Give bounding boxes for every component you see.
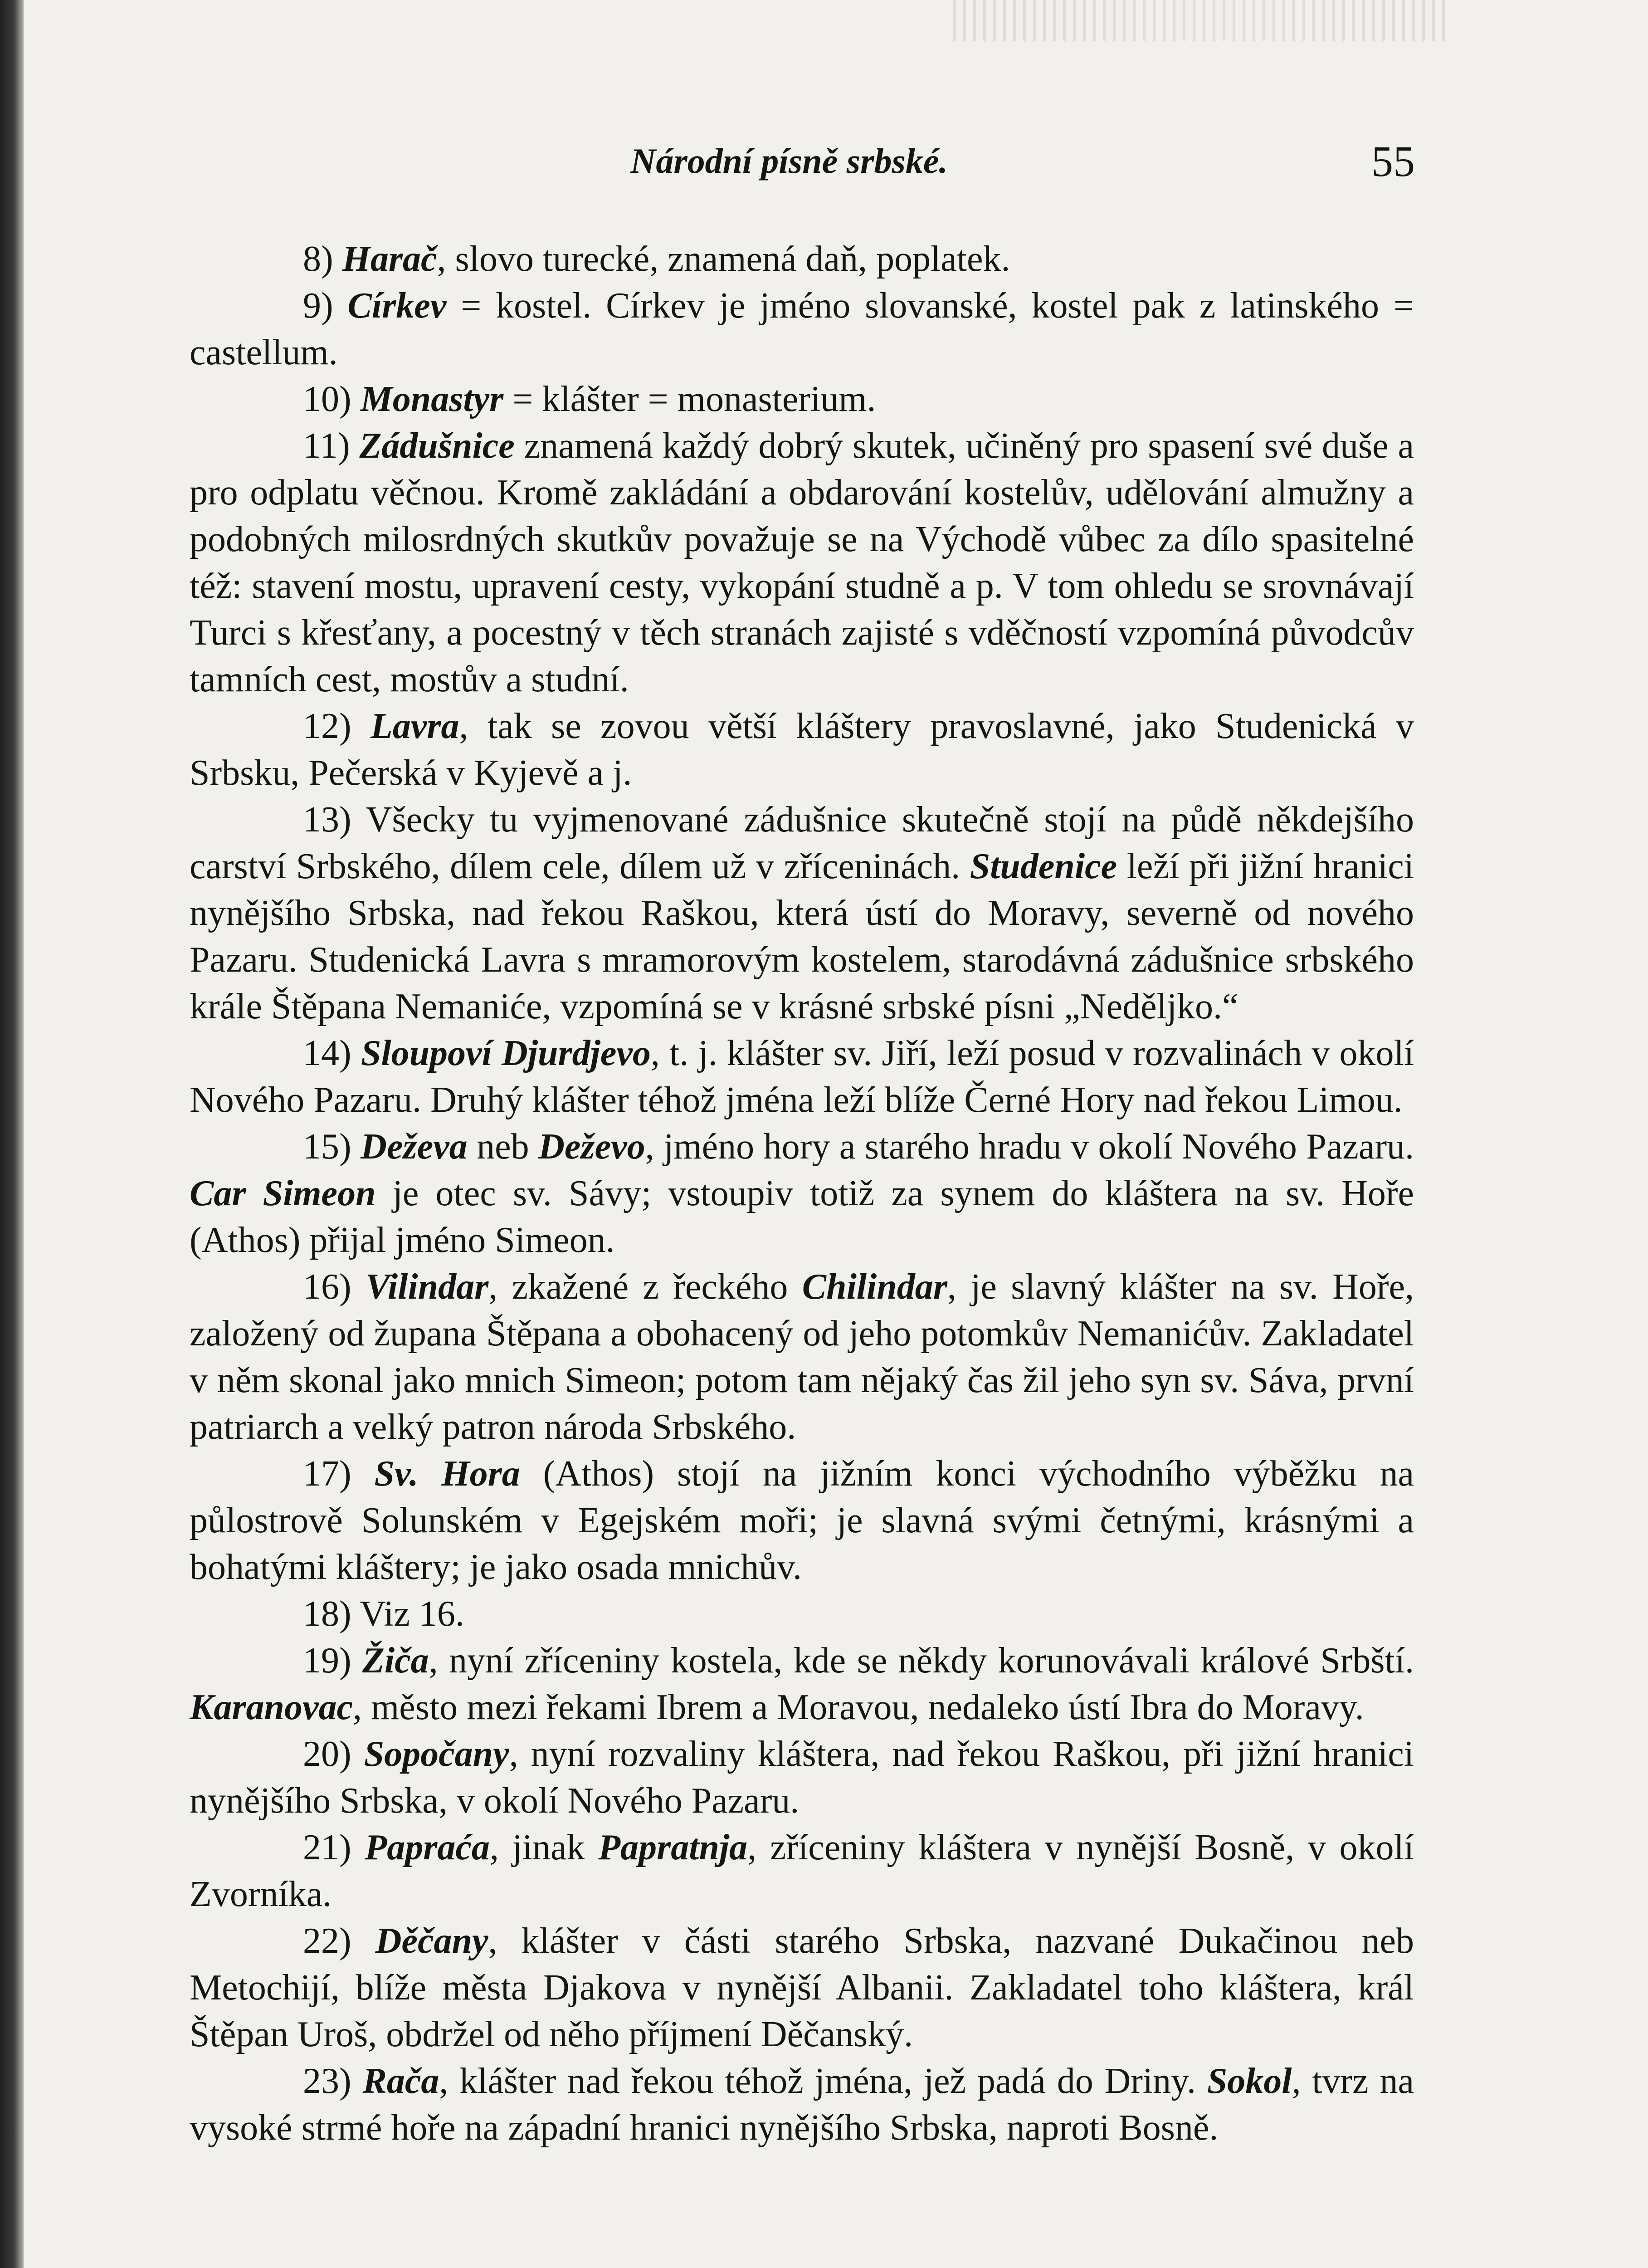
running-title: Národní písně srbské.	[630, 141, 948, 181]
note-term: Harač	[342, 239, 437, 279]
note-paragraph	[190, 1591, 1414, 1637]
note-number: 23)	[303, 2061, 351, 2101]
note-text: , město mezi řekami Ibrem a Moravou, nedaleko ústí Ibra do Moravy.	[353, 1687, 1364, 1727]
note-number: 16)	[303, 1267, 351, 1307]
note-text: Všecky tu vyjmenované zádušnice skutečně stojí na půdě někdejšího carství Srbského, dílem cele, dílem už v zříceninách.	[190, 800, 1414, 886]
note-term: Rača	[362, 2061, 439, 2101]
note-text: , jméno hory a starého hradu v okolí Nového Pazaru.	[645, 1127, 1414, 1167]
note-term: Karanovac	[190, 1687, 353, 1727]
note-number: 17)	[303, 1454, 351, 1494]
note-paragraph	[190, 2058, 1414, 2151]
note-paragraph	[190, 1451, 1414, 1591]
note-text: znamená každý dobrý skutek, učiněný pro spasení své duše a pro odplatu věčnou. Kromě zakládání a obdarování kostelův, udělování almužny a podobných milosrdných skutkův považuje se na Východě vůbec za dílo spasitelné též: stavení mostu, upravení cesty, vykopání studně a p. V tom ohledu se srovnávají Turci s křesťany, a pocestný v těch stranách zajisté s vděčností vzpomíná původcův tamních cest, mostův a studní.	[190, 426, 1414, 699]
note-paragraph	[190, 236, 1414, 283]
book-spine-shadow	[0, 0, 27, 2268]
note-paragraph	[190, 797, 1414, 1030]
note-term: Vilindar	[365, 1267, 489, 1307]
note-term: Sokol	[1207, 2061, 1292, 2101]
note-term: Deževa	[361, 1127, 468, 1167]
note-number: 14)	[303, 1033, 351, 1073]
note-text: , nyní zříceniny kostela, kde se někdy korunovávali králové Srbští.	[429, 1641, 1414, 1681]
note-number: 19)	[303, 1641, 351, 1681]
note-text: , je slavný klášter na sv. Hoře, založený od župana Štěpana a obohacený od jeho potomkův Nemanićův. Zakladatel v něm skonal jako mnich Simeon; potom tam nějaký čas žil jeho syn sv. Sáva, první patriarch a velký patron národa Srbského.	[190, 1267, 1414, 1447]
note-text: (Athos) stojí na jižním konci východního výběžku na půlostrově Solunském v Egejském moři; je slavná svými četnými, krásnými a bohatými kláštery; je jako osada mnichův.	[190, 1454, 1414, 1587]
note-term: Sloupoví Djurdjevo	[361, 1033, 651, 1073]
note-term: Žiča	[362, 1641, 429, 1681]
note-term: Chilindar	[802, 1267, 947, 1307]
note-text: = klášter = monasterium.	[503, 379, 876, 419]
note-term: Sopočany	[364, 1734, 509, 1774]
note-paragraph	[190, 1124, 1414, 1264]
note-number: 20)	[303, 1734, 351, 1774]
note-paragraph	[190, 1731, 1414, 1824]
note-number: 12)	[303, 706, 351, 746]
note-text: , nyní rozvaliny kláštera, nad řekou Raškou, při jižní hranici nynějšího Srbska, v okolí Nového Pazaru.	[190, 1734, 1414, 1821]
page-header	[190, 136, 1415, 191]
note-number: 13)	[303, 800, 351, 840]
page-number: 55	[1371, 137, 1415, 186]
note-term: Zádušnice	[359, 426, 515, 466]
note-number: 9)	[303, 286, 333, 326]
note-text: neb	[467, 1127, 539, 1167]
note-paragraph	[190, 1264, 1414, 1451]
note-term: Studenice	[970, 846, 1117, 886]
note-text: je otec sv. Sávy; vstoupiv totiž za synem do kláštera na sv. Hoře (Athos) přijal jméno Simeon.	[190, 1173, 1414, 1260]
note-text: , tak se zovou větší kláštery pravoslavné, jako Studenická v Srbsku, Pečerská v Kyjevě a j.	[190, 706, 1414, 793]
note-text: leží při jižní hranici nynějšího Srbska, nad řekou Raškou, která ústí do Moravy, severně od nového Pazaru. Studenická Lavra s mramorovým kostelem, starodávná zádušnice srbského krále Štěpana Nemaniće, vzpomíná se v krásné srbské písni „Nedělјko.“	[190, 846, 1414, 1026]
note-number: 11)	[303, 426, 350, 466]
note-text: Viz 16.	[360, 1594, 464, 1634]
note-paragraph	[190, 283, 1414, 376]
note-paragraph	[190, 1824, 1414, 1918]
note-term: Děčany	[375, 1921, 488, 1961]
note-text: , tvrz na vysoké strmé hoře na západní hranici nynějšího Srbska, naproti Bosně.	[190, 2061, 1414, 2148]
note-number: 8)	[303, 239, 333, 279]
note-paragraph	[190, 703, 1414, 797]
note-paragraph	[190, 1030, 1414, 1124]
note-number: 15)	[303, 1127, 351, 1167]
ink-bleed-through	[953, 0, 1452, 41]
note-paragraph	[190, 1637, 1414, 1731]
note-term: Car Simeon	[190, 1173, 376, 1213]
note-paragraph	[190, 376, 1414, 423]
note-term: Papratnja	[598, 1828, 748, 1867]
note-text: , jinak	[489, 1828, 599, 1867]
note-term: Papraća	[365, 1828, 490, 1867]
note-term: Sv. Hora	[374, 1454, 520, 1494]
note-term: Lavra	[371, 706, 459, 746]
note-text: , t. j. klášter sv. Jiří, leží posud v rozvalinách v okolí Nového Pazaru. Druhý klášter téhož jména leží blíže Černé Hory nad řekou Limou.	[190, 1033, 1414, 1120]
note-text: , zkažené z řeckého	[488, 1267, 802, 1307]
note-number: 22)	[303, 1921, 351, 1961]
note-text: , slovo turecké, znamená daň, poplatek.	[437, 239, 1010, 279]
note-text: , zříceniny kláštera v nynější Bosně, v okolí Zvorníka.	[190, 1828, 1414, 1914]
note-text: , klášter nad řekou téhož jména, jež padá do Driny.	[439, 2061, 1207, 2101]
note-number: 10)	[303, 379, 351, 419]
note-text: = kostel. Církev je jméno slovanské, kostel pak z latinského = castellum.	[190, 286, 1414, 372]
note-number: 18)	[303, 1594, 351, 1634]
note-number: 21)	[303, 1828, 351, 1867]
note-paragraph	[190, 423, 1414, 703]
note-paragraph	[190, 1918, 1414, 2058]
note-term: Deževo	[538, 1127, 645, 1167]
notes-body	[190, 236, 1414, 2151]
note-term: Církev	[347, 286, 447, 326]
note-term: Monastyr	[360, 379, 504, 419]
note-text: , klášter v části starého Srbska, nazvané Dukačinou neb Metochijí, blíže města Djakova v nynější Albanii. Zakladatel toho kláštera, král Štěpan Uroš, obdržel od něho příjmení Děčanský.	[190, 1921, 1414, 2054]
